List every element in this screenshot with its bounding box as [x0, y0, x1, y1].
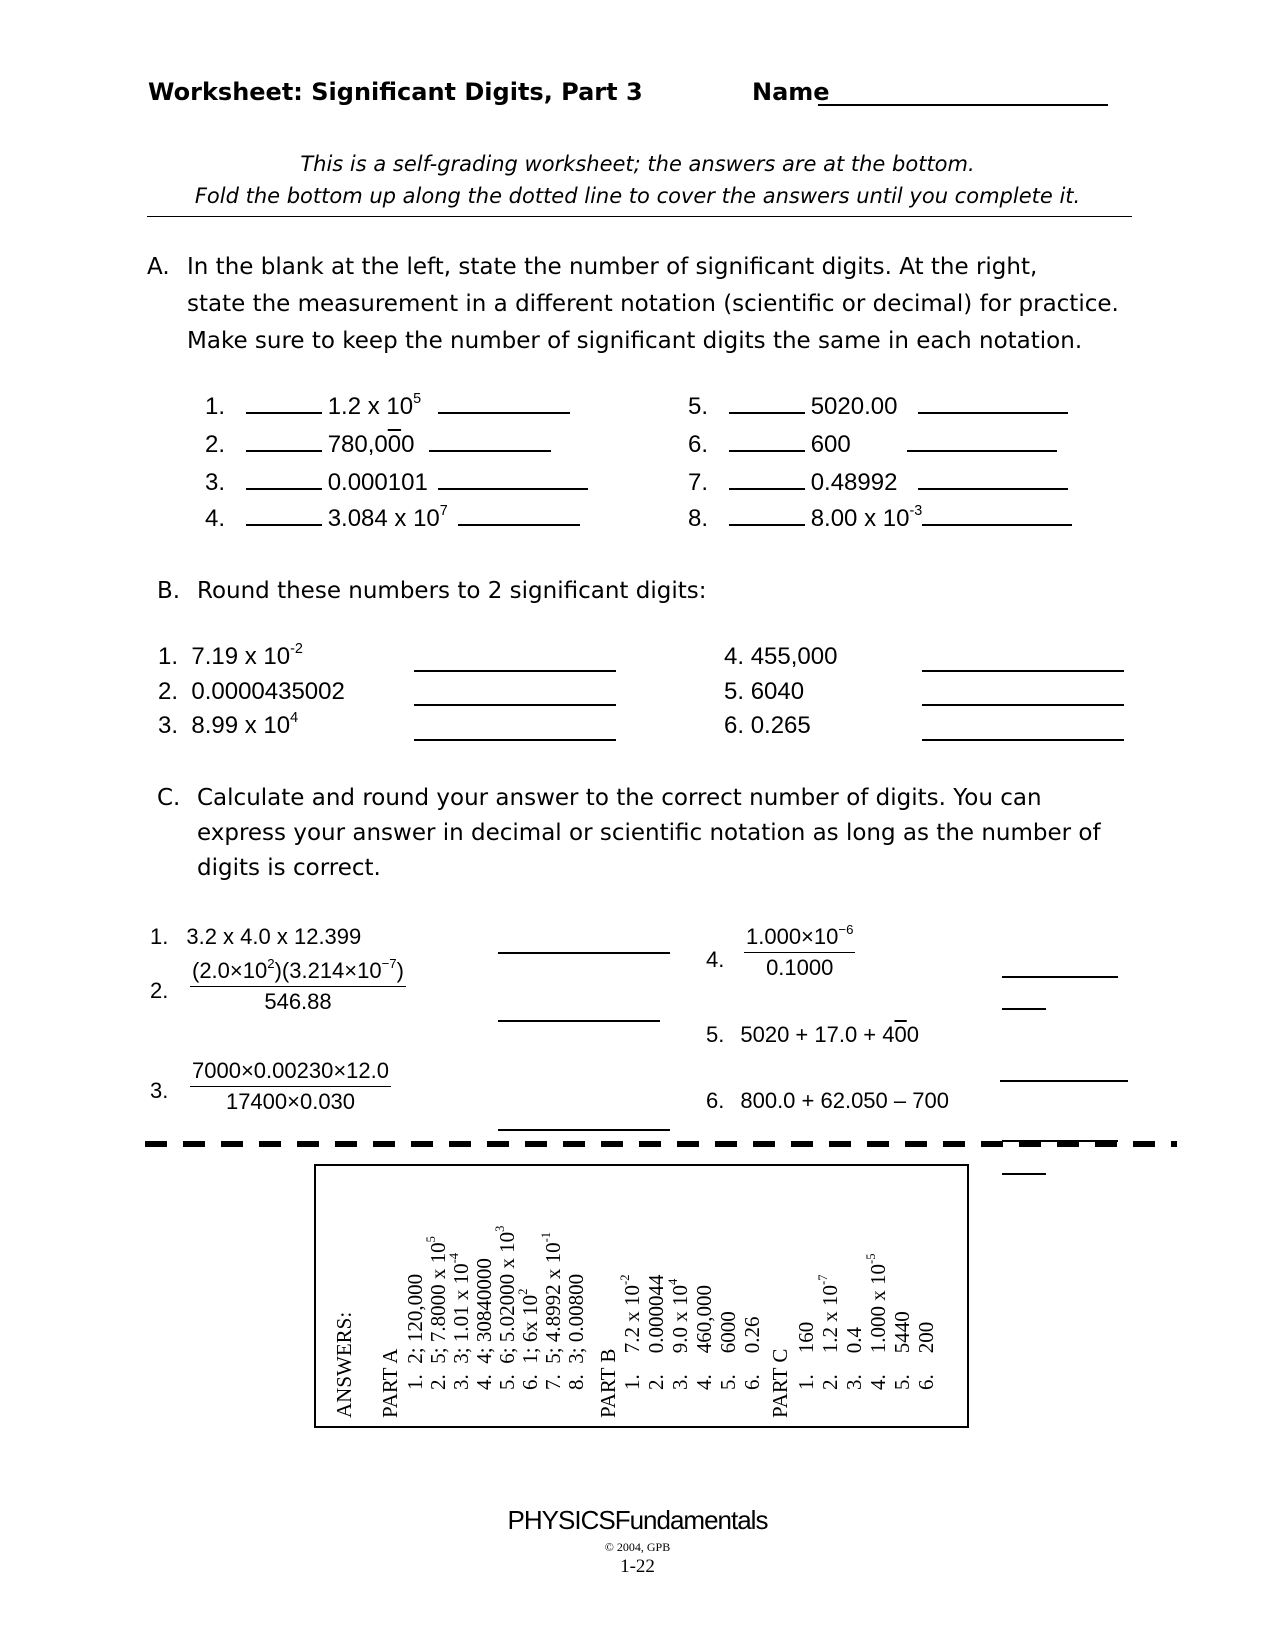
answer-text: 7.2 x 10	[620, 1285, 644, 1354]
exponent: -5	[864, 1253, 878, 1264]
b-answer-blank-3[interactable]	[414, 739, 616, 741]
exponent: -2	[618, 1274, 632, 1285]
answer-text: 160	[794, 1321, 818, 1354]
answer-number: 5.	[495, 1374, 519, 1390]
answer-b-4	[694, 1285, 715, 1390]
exponent: −6	[838, 921, 854, 937]
answer-a-4	[474, 1258, 495, 1390]
item-number: 3.	[205, 469, 226, 496]
c-answer-blank-5[interactable]	[1000, 1080, 1128, 1082]
answer-a-7	[539, 1231, 565, 1390]
name-label	[752, 78, 830, 106]
measurement-tail: 0	[401, 431, 415, 458]
section-b-letter: B.	[157, 578, 181, 604]
answers-heading: ANSWERS:	[332, 1311, 356, 1418]
answer-b-5	[718, 1311, 739, 1390]
item-number: 5.	[688, 393, 709, 420]
sig-digits-blank[interactable]	[246, 523, 322, 526]
section-a-letter: A.	[147, 254, 170, 280]
measurement: 1.2 x 10	[327, 393, 414, 420]
sig-digits-blank[interactable]	[729, 523, 805, 526]
measurement: 3.084 x 10	[327, 505, 440, 532]
answer-a-8	[566, 1274, 587, 1390]
exponent: 7	[439, 503, 448, 519]
footer-copyright: © 2004, GPB	[604, 1540, 671, 1554]
answer-number: 3.	[842, 1374, 866, 1390]
answer-c-3	[844, 1327, 865, 1390]
c-item-2-fraction	[190, 955, 406, 1015]
b-item-3	[158, 712, 298, 740]
notation-blank[interactable]	[429, 449, 551, 452]
numerator-part: )(3.214×10	[274, 958, 382, 983]
answer-c-2	[816, 1274, 842, 1391]
answer-number: 7.	[541, 1374, 565, 1390]
section-a-text-1: In the blank at the left, state the number of significant digits. At the right,	[187, 254, 1038, 280]
number: 0.0000435002	[191, 678, 345, 705]
answer-text: 0.4	[842, 1327, 866, 1354]
measurement: 780,0	[327, 431, 388, 458]
numerator-part: 1.000×10	[746, 924, 839, 949]
sig-digits-blank[interactable]	[246, 449, 322, 452]
answer-text: 460,000	[692, 1285, 716, 1354]
number: 6040	[750, 678, 805, 705]
answer-c-5	[892, 1311, 913, 1390]
item-number: 5.	[724, 678, 745, 705]
exponent: -7	[816, 1274, 830, 1285]
b-answer-blank-4[interactable]	[922, 670, 1124, 672]
exponent: -1	[539, 1231, 553, 1243]
c-item-4-number: 4.	[706, 947, 725, 972]
item-number: 8.	[688, 505, 709, 532]
denominator: 0.1000	[766, 955, 834, 980]
item-number: 4.	[724, 643, 745, 670]
c-item-4-fraction	[744, 921, 855, 981]
answer-number: 8.	[564, 1374, 588, 1390]
expression-tail: 0	[906, 1022, 919, 1047]
b-item-4	[724, 643, 837, 671]
answer-text: 1.000 x 10	[866, 1264, 890, 1354]
answer-number: 6.	[740, 1374, 764, 1390]
answer-text: 0.26	[740, 1316, 764, 1354]
answer-b-3	[666, 1278, 692, 1390]
number: 455,000	[750, 643, 838, 670]
fold-dashed-line	[145, 1141, 1177, 1147]
exponent: -3	[909, 503, 923, 519]
expression: 3.2 x 4.0 x 12.399	[186, 924, 362, 949]
answer-c-1	[796, 1322, 817, 1390]
item-number: 2.	[158, 678, 179, 705]
answer-b-6	[742, 1317, 763, 1391]
b-answer-blank-5[interactable]	[922, 704, 1124, 706]
c-answer-blank-4[interactable]	[1002, 976, 1118, 978]
c-item-6	[706, 1088, 949, 1114]
item-number: 5.	[706, 1022, 725, 1047]
answer-text: 1; 6x 10	[518, 1294, 542, 1364]
answer-text: 6; 5.02000 x 10	[495, 1231, 519, 1364]
exponent: -4	[447, 1252, 461, 1264]
notation-blank[interactable]	[907, 449, 1057, 452]
number: 8.99 x 10	[191, 712, 291, 739]
a-item-5	[688, 393, 1068, 421]
measurement: 600	[810, 431, 851, 458]
a-item-8	[688, 505, 1072, 533]
measurement: 5020.00	[810, 393, 898, 420]
denominator: 546.88	[264, 989, 332, 1014]
measurement: 0.000101	[327, 469, 428, 496]
exponent: 5	[413, 391, 422, 407]
answer-c-4	[864, 1253, 890, 1391]
overlined-digit: 0	[894, 1022, 907, 1047]
number: 7.19 x 10	[191, 643, 291, 670]
item-number: 4.	[205, 505, 226, 532]
answer-text: 2; 120,000	[403, 1273, 427, 1364]
answer-text: 4; 30840000	[472, 1258, 496, 1364]
exponent: 4	[666, 1278, 680, 1285]
answer-number: 6.	[518, 1374, 542, 1390]
c-answer-blank-3[interactable]	[498, 1129, 670, 1131]
answer-a-2	[424, 1236, 450, 1390]
numerator-part: (2.0×10	[192, 958, 268, 983]
c-answer-blank-4-wrap[interactable]	[1002, 1008, 1046, 1010]
a-item-6	[688, 431, 1057, 459]
header-divider	[147, 216, 1132, 217]
name-field[interactable]	[818, 104, 1108, 106]
answer-text: 9.0 x 10	[668, 1285, 692, 1354]
sig-digits-blank[interactable]	[729, 487, 805, 490]
a-item-2	[205, 431, 551, 459]
b-item-2	[158, 678, 345, 706]
answer-a-6	[516, 1288, 542, 1390]
answer-text: 5; 7.8000 x 10	[426, 1242, 450, 1364]
section-b-text: Round these numbers to 2 significant digits:	[197, 578, 707, 604]
notation-blank[interactable]	[438, 487, 588, 490]
answer-a-5	[493, 1225, 519, 1390]
numerator	[744, 921, 855, 953]
notation-blank[interactable]	[918, 487, 1068, 490]
c-answer-blank-1[interactable]	[498, 952, 670, 954]
answer-text: 200	[914, 1321, 938, 1354]
b-answer-blank-6[interactable]	[922, 739, 1124, 741]
measurement: 8.00 x 10	[810, 505, 910, 532]
name-label-text: Name	[752, 78, 830, 106]
answer-number: 3.	[668, 1374, 692, 1390]
exponent: 4	[290, 710, 299, 726]
sig-digits-blank[interactable]	[246, 487, 322, 490]
sig-digits-blank[interactable]	[246, 411, 322, 414]
answer-a-1	[405, 1274, 426, 1390]
exponent: −7	[381, 955, 397, 971]
c-item-5	[706, 1022, 919, 1048]
item-number: 6.	[706, 1088, 725, 1113]
section-a-text-2: state the measurement in a different notation (scientific or decimal) for practice.	[187, 291, 1119, 317]
numerator-part: )	[396, 958, 404, 983]
answer-number: 4.	[472, 1374, 496, 1390]
page-number: 1-22	[620, 1556, 655, 1577]
section-c-letter: C.	[157, 785, 181, 811]
answer-number: 1.	[403, 1374, 427, 1390]
answer-text: 6000	[716, 1311, 740, 1354]
a-item-3	[205, 469, 588, 497]
sig-digits-blank[interactable]	[729, 411, 805, 414]
b-item-1	[158, 643, 303, 671]
notation-blank[interactable]	[918, 411, 1068, 414]
part-a-label: PART A	[378, 1348, 402, 1418]
item-number: 1.	[205, 393, 226, 420]
c-answer-blank-6-wrap[interactable]	[1002, 1173, 1046, 1175]
section-c-text-2: express your answer in decimal or scientific notation as long as the number of	[197, 820, 1101, 846]
answer-number: 5.	[890, 1374, 914, 1390]
answer-c-6	[916, 1322, 937, 1390]
answer-number: 2.	[426, 1374, 450, 1390]
answer-a-3	[447, 1252, 473, 1390]
answer-number: 1.	[620, 1374, 644, 1390]
a-item-7	[688, 469, 1068, 497]
answer-b-1	[618, 1274, 644, 1391]
b-item-6	[724, 712, 811, 740]
b-item-5	[724, 678, 804, 706]
exponent: -2	[290, 641, 303, 657]
answer-text: 5; 4.8992 x 10	[541, 1242, 565, 1364]
item-number: 6.	[688, 431, 709, 458]
b-answer-blank-1[interactable]	[414, 670, 616, 672]
instruction-line-1: This is a self-grading worksheet; the answers are at the bottom.	[300, 152, 975, 176]
answer-number: 4.	[866, 1374, 890, 1390]
answer-number: 6.	[914, 1374, 938, 1390]
section-c-text-1: Calculate and round your answer to the correct number of digits. You can	[197, 785, 1042, 811]
instruction-line-2: Fold the bottom up along the dotted line to cover the answers until you complete it.	[194, 184, 1081, 208]
answer-b-2	[646, 1275, 667, 1391]
section-c-text-3: digits is correct.	[197, 855, 381, 881]
expression: 5020 + 17.0 + 4	[740, 1022, 895, 1047]
answer-number: 2.	[818, 1374, 842, 1390]
item-number: 7.	[688, 469, 709, 496]
c-item-3-fraction	[190, 1058, 391, 1115]
exponent: 2	[516, 1288, 530, 1295]
section-a-text-3: Make sure to keep the number of significant digits the same in each notation.	[187, 328, 1083, 354]
c-answer-blank-2[interactable]	[498, 1020, 660, 1022]
denominator: 17400×0.030	[225, 1089, 356, 1114]
answer-text: 0.000044	[644, 1274, 668, 1354]
footer-brand: PHYSICSFundamentals	[507, 1505, 768, 1535]
item-number: 3.	[158, 712, 179, 739]
notation-blank[interactable]	[922, 523, 1072, 526]
part-c-label: PART C	[768, 1348, 792, 1418]
a-item-4	[205, 505, 580, 533]
notation-blank[interactable]	[458, 523, 580, 526]
b-answer-blank-2[interactable]	[414, 704, 616, 706]
item-number: 2.	[205, 431, 226, 458]
c-item-3-number: 3.	[150, 1078, 169, 1103]
exponent: 3	[493, 1225, 507, 1232]
item-number: 6.	[724, 712, 745, 739]
answer-text: 3; 1.01 x 10	[449, 1263, 473, 1364]
numerator	[190, 955, 406, 987]
item-number: 1.	[158, 643, 179, 670]
expression: 800.0 + 62.050 – 700	[740, 1088, 949, 1113]
answer-number: 3.	[449, 1374, 473, 1390]
exponent: 2	[267, 955, 275, 971]
sig-digits-blank[interactable]	[729, 449, 805, 452]
answer-text: 5440	[890, 1311, 914, 1354]
worksheet-title: Worksheet: Significant Digits, Part 3	[148, 78, 643, 106]
exponent: 5	[424, 1236, 438, 1243]
answer-number: 1.	[794, 1374, 818, 1390]
overlined-digit: 0	[387, 431, 402, 458]
answer-number: 4.	[692, 1374, 716, 1390]
item-number: 1.	[150, 924, 169, 949]
c-item-2-number: 2.	[150, 978, 169, 1003]
part-b-label: PART B	[596, 1348, 620, 1418]
answer-number: 5.	[716, 1374, 740, 1390]
measurement: 0.48992	[810, 469, 898, 496]
numerator: 7000×0.00230×12.0	[190, 1058, 391, 1087]
notation-blank[interactable]	[438, 411, 570, 414]
c-item-1	[150, 924, 361, 950]
number: 0.265	[750, 712, 811, 739]
answer-text: 3; 0.00800	[564, 1273, 588, 1364]
a-item-1	[205, 393, 570, 421]
answer-number: 2.	[644, 1374, 668, 1390]
answer-text: 1.2 x 10	[818, 1285, 842, 1354]
